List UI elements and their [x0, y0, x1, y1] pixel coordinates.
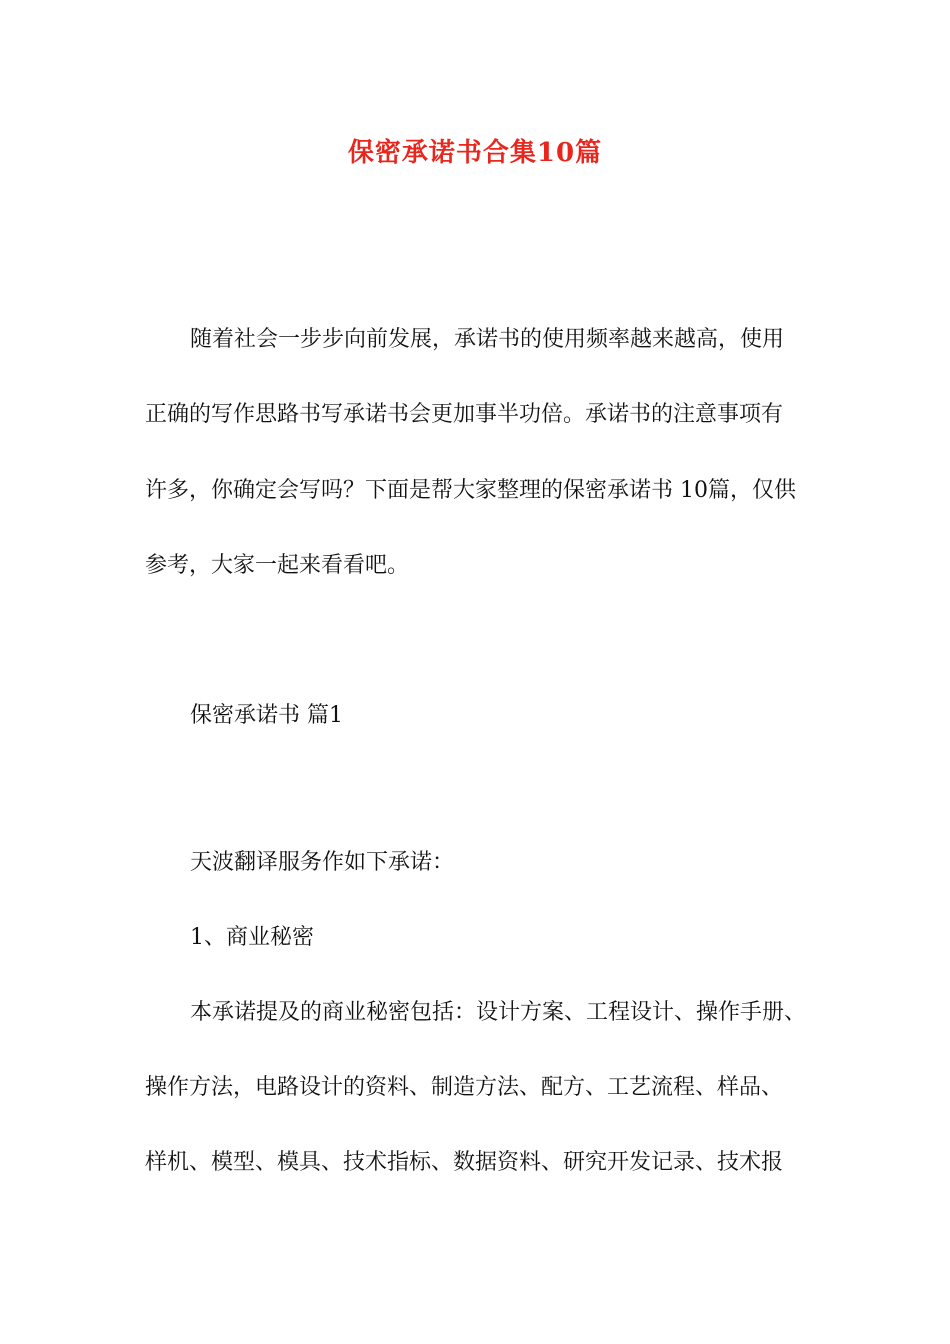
item-heading: 1、商业秘密: [190, 925, 314, 950]
body-line-2: 操作方法，电路设计的资料、制造方法、配方、工艺流程、样品、: [145, 1075, 784, 1100]
commitment-intro: 天波翻译服务作如下承诺：: [190, 850, 455, 875]
document-title: 保密承诺书合集10篇: [347, 138, 603, 168]
body-line-1: 本承诺提及的商业秘密包括：设计方案、工程设计、操作手册、: [190, 1000, 807, 1025]
section-heading: 保密承诺书 篇1: [190, 703, 343, 728]
intro-line-2: 正确的写作思路书写承诺书会更加事半功倍。承诺书的注意事项有: [145, 402, 784, 427]
body-line-3: 样机、模型、模具、技术指标、数据资料、研究开发记录、技术报: [145, 1150, 784, 1175]
intro-line-3: 许多，你确定会写吗？下面是帮大家整理的保密承诺书 10篇，仅供: [145, 478, 796, 503]
intro-line-4: 参考，大家一起来看看吧。: [145, 553, 410, 578]
intro-line-1: 随着社会一步步向前发展，承诺书的使用频率越来越高，使用: [190, 327, 785, 352]
